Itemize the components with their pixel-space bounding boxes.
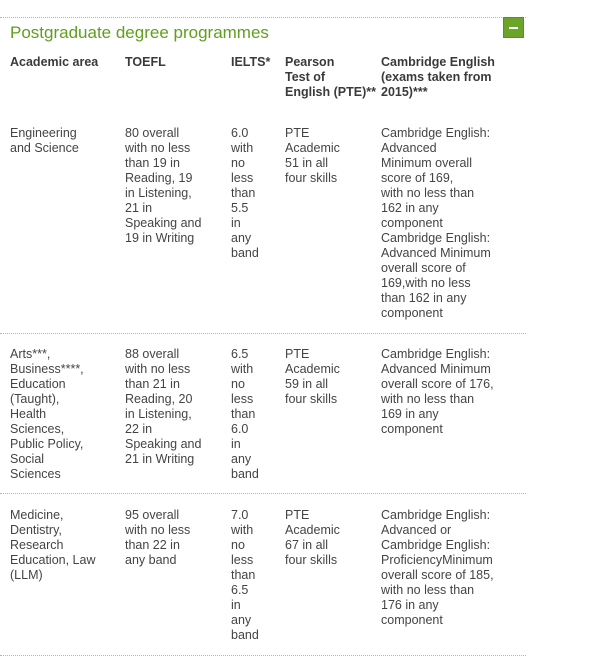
cell-line: Business****, xyxy=(10,362,84,376)
cell-line: Cambridge English: xyxy=(381,231,491,245)
cell-line: Education, Law xyxy=(10,553,96,567)
cell-line: Cambridge English: xyxy=(381,508,491,522)
header-pte xyxy=(285,55,377,100)
header-pte-line: Test of xyxy=(285,70,326,84)
cell-line: less xyxy=(231,171,254,185)
cell-line: Minimum overall xyxy=(381,156,472,170)
cell-line: Speaking and xyxy=(125,437,202,451)
cell-line: Cambridge English: xyxy=(381,538,491,552)
cell-line: Reading, 20 xyxy=(125,392,193,406)
header-pte-line: English (PTE)** xyxy=(285,85,376,99)
cell-line: Advanced Minimum xyxy=(381,362,491,376)
cell-line: 5.5 xyxy=(231,201,249,215)
row3-ielts xyxy=(231,508,271,643)
header-ielts: IELTS* xyxy=(231,55,271,69)
cell-line: Advanced xyxy=(381,141,437,155)
row1-academic-area xyxy=(10,126,115,156)
cell-line: than xyxy=(231,407,256,421)
cell-line: 59 in all xyxy=(285,377,329,391)
cell-line: with xyxy=(231,141,254,155)
cell-line: Sciences, xyxy=(10,422,65,436)
cell-line: (LLM) xyxy=(10,568,43,582)
cell-line: with no less than xyxy=(381,583,475,597)
cell-line: Academic xyxy=(285,362,340,376)
cell-line: 21 in Writing xyxy=(125,452,195,466)
cell-line: Social xyxy=(10,452,45,466)
cell-line: PTE xyxy=(285,126,310,140)
header-cambridge-line: (exams taken from xyxy=(381,70,492,84)
cell-line: Academic xyxy=(285,523,340,537)
cell-line: no xyxy=(231,538,245,552)
cell-line: 19 in Writing xyxy=(125,231,195,245)
section-title: Postgraduate degree programmes xyxy=(10,23,269,42)
cell-line: Medicine, xyxy=(10,508,64,522)
row-divider xyxy=(0,493,526,494)
cell-line: any xyxy=(231,231,252,245)
cell-line: four skills xyxy=(285,171,338,185)
cell-line: 176 in any xyxy=(381,598,439,612)
cell-line: 51 in all xyxy=(285,156,329,170)
cell-line: Research xyxy=(10,538,64,552)
cell-line: 6.0 xyxy=(231,422,249,436)
section-divider xyxy=(0,17,526,18)
cell-line: in xyxy=(231,216,241,230)
cell-line: with no less than xyxy=(381,392,475,406)
cell-line: 95 overall xyxy=(125,508,180,522)
cell-line: in xyxy=(231,598,241,612)
collapse-button[interactable] xyxy=(503,17,524,38)
header-toefl: TOEFL xyxy=(125,55,166,69)
cell-line: 67 in all xyxy=(285,538,329,552)
cell-line: in Listening, xyxy=(125,407,192,421)
header-cambridge-line: Cambridge English xyxy=(381,55,495,69)
row1-ielts xyxy=(231,126,271,261)
cell-line: 22 in xyxy=(125,422,153,436)
cell-line: 6.0 xyxy=(231,126,249,140)
header-academic-area: Academic area xyxy=(10,55,99,69)
cell-line: with xyxy=(231,523,254,537)
row2-cambridge xyxy=(381,347,519,437)
cell-line: overall score of 185, xyxy=(381,568,494,582)
cell-line: 169 in any xyxy=(381,407,439,421)
cell-line: 162 in any xyxy=(381,201,439,215)
cell-line: overall score of xyxy=(381,261,466,275)
row3-toefl xyxy=(125,508,220,568)
cell-line: no xyxy=(231,377,245,391)
minus-icon xyxy=(509,27,518,29)
cell-line: than xyxy=(231,186,256,200)
cell-line: Cambridge English: xyxy=(381,347,491,361)
cell-line: with no less xyxy=(125,141,191,155)
cell-line: component xyxy=(381,422,443,436)
header-cambridge-line: 2015)*** xyxy=(381,85,428,99)
cell-line: in Listening, xyxy=(125,186,192,200)
cell-line: Academic xyxy=(285,141,340,155)
header-cambridge xyxy=(381,55,519,100)
row1-cambridge xyxy=(381,126,519,321)
row-divider xyxy=(0,333,526,334)
row1-pte xyxy=(285,126,377,186)
cell-line: (Taught), xyxy=(10,392,60,406)
cell-line: with no less xyxy=(125,362,191,376)
cell-line: component xyxy=(381,613,443,627)
cell-line: band xyxy=(231,246,259,260)
row3-pte xyxy=(285,508,377,568)
cell-line: Cambridge English: xyxy=(381,126,491,140)
cell-line: four skills xyxy=(285,553,338,567)
cell-line: any xyxy=(231,613,252,627)
cell-line: any band xyxy=(125,553,177,567)
cell-line: 88 overall xyxy=(125,347,180,361)
row2-ielts xyxy=(231,347,271,482)
cell-line: Dentistry, xyxy=(10,523,62,537)
row1-toefl xyxy=(125,126,220,246)
cell-line: Health xyxy=(10,407,47,421)
cell-line: Arts***, xyxy=(10,347,51,361)
cell-line: with no less xyxy=(125,523,191,537)
row2-toefl xyxy=(125,347,220,467)
cell-line: component xyxy=(381,306,443,320)
cell-line: no xyxy=(231,156,245,170)
header-pte-line: Pearson xyxy=(285,55,335,69)
cell-line: any xyxy=(231,452,252,466)
row-divider xyxy=(0,655,526,656)
cell-line: component xyxy=(381,216,443,230)
cell-line: and Science xyxy=(10,141,79,155)
cell-line: band xyxy=(231,467,259,481)
cell-line: 6.5 xyxy=(231,347,249,361)
cell-line: four skills xyxy=(285,392,338,406)
cell-line: Sciences xyxy=(10,467,61,481)
cell-line: Reading, 19 xyxy=(125,171,193,185)
cell-line: 80 overall xyxy=(125,126,180,140)
cell-line: band xyxy=(231,628,259,642)
cell-line: with xyxy=(231,362,254,376)
row3-academic-area xyxy=(10,508,115,583)
cell-line: Advanced or xyxy=(381,523,452,537)
row2-academic-area xyxy=(10,347,115,482)
cell-line: 169,with no less xyxy=(381,276,471,290)
cell-line: Speaking and xyxy=(125,216,202,230)
cell-line: 21 in xyxy=(125,201,153,215)
row3-cambridge xyxy=(381,508,519,628)
cell-line: PTE xyxy=(285,508,310,522)
cell-line: with no less than xyxy=(381,186,475,200)
cell-line: Education xyxy=(10,377,66,391)
cell-line: Engineering xyxy=(10,126,77,140)
cell-line: than 162 in any xyxy=(381,291,467,305)
cell-line: than 22 in xyxy=(125,538,180,552)
cell-line: Advanced Minimum xyxy=(381,246,491,260)
cell-line: Public Policy, xyxy=(10,437,84,451)
cell-line: score of 169, xyxy=(381,171,454,185)
cell-line: than 19 in xyxy=(125,156,180,170)
cell-line: ProficiencyMinimum xyxy=(381,553,493,567)
cell-line: 6.5 xyxy=(231,583,249,597)
row2-pte xyxy=(285,347,377,407)
cell-line: less xyxy=(231,553,254,567)
cell-line: overall score of 176, xyxy=(381,377,494,391)
cell-line: less xyxy=(231,392,254,406)
cell-line: than 21 in xyxy=(125,377,180,391)
cell-line: 7.0 xyxy=(231,508,249,522)
cell-line: in xyxy=(231,437,241,451)
cell-line: PTE xyxy=(285,347,310,361)
cell-line: than xyxy=(231,568,256,582)
